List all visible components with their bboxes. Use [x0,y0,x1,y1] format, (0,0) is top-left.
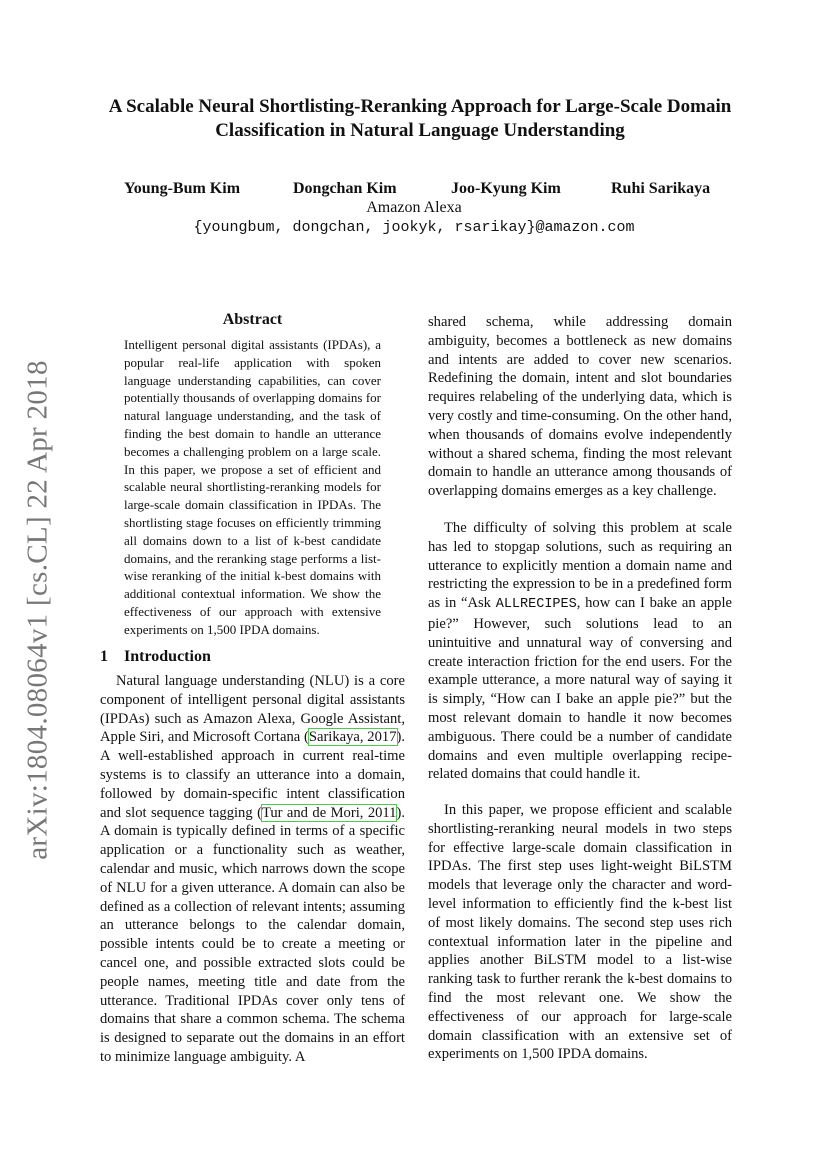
citation-link[interactable]: Sarikaya, 2017 [308,729,397,746]
section-heading-introduction [100,648,211,666]
paragraph-text: ). A well-established approach in current real-time systems is to classify an utterance into a domain, followed by domain-specific intent classification and slot sequence tagging ( [100,729,406,821]
abstract-heading: Abstract [222,311,283,328]
intro-paragraph-1 [100,672,405,1067]
author-name: Young-Bum Kim [124,180,241,197]
arxiv-identifier-text: arXiv:1804.08064v1 [cs.CL] 22 Apr 2018 [21,360,54,860]
intro-paragraph-2 [428,519,732,784]
author-name: Ruhi Sarikaya [611,180,711,197]
section-title: Introduction [124,648,211,665]
intro-paragraph-3: In this paper, we propose efficient and scalable shortlisting-reranking neural models in two steps for effective large-scale domain classification in IPDAs. The first step uses light-weight BiLSTM models that leverage only the character and word-level information to efficiently find the k-best list of most likely domains. The second step uses rich contextual information later in the pipeline and applies another BiLSTM model to a list-wise ranking task to further rerank the k-best domains to find the most relevant one. We show the effectiveness of our approach for large-scale domain classification with an extensive set of experiments on 1,500 IPDA domains. [428,802,732,1063]
author-emails: {youngbum, dongchan, jookyk, rsarikay}@amazon.com [193,219,635,236]
author-name: Dongchan Kim [293,180,397,197]
author-name: Joo-Kyung Kim [451,180,561,197]
paper-title: A Scalable Neural Shortlisting-Reranking Approach for Large-Scale Domain Classification in Natural Language Understanding [108,96,732,141]
abstract-body: Intelligent personal digital assistants (IPDAs), a popular real-life application with spoken language understanding capabilities, can cover potentially thousands of overlapping domains for natural language understanding, and the task of finding the best domain to handle an utterance becomes a challenging problem on a large scale. In this paper, we propose a set of efficient and scalable neural shortlisting-reranking models for large-scale domain classification in IPDAs. The shortlisting stage focuses on efficiently trimming all domains down to a list of k-best candidate domains, and the reranking stage performs a list-wise reranking of the initial k-best domains with additional contextual information. We show the effectiveness of our approach with extensive experiments on 1,500 IPDA domains. [124,337,381,637]
paragraph-text: The difficulty of solving this problem at scale has led to stopgap solutions, such as requiring an utterance to explicitly mention a domain name and restricting the expression to be in a predefined form as in “Ask [428,520,732,612]
domain-name-code: ALLRECIPES [495,597,577,613]
arxiv-identifier [20,350,56,870]
section-number: 1 [100,648,108,665]
citation-link[interactable]: Tur and de Mori, 2011 [261,804,397,821]
paragraph-text: Natural language understanding (NLU) is a core component of intelligent personal digital assistants (IPDAs) such as Amazon Alexa, Google Assistant, Apple Siri, and Microsoft Cortana ( [100,673,405,746]
paragraph-text: ). A domain is typically defined in terms of a specific application or a functionality such as weather, calendar and music, which narrows down the scope of NLU for a given utterance. A domain can also be defined as a collection of relevant intents; assuming an utterance belongs to the calendar domain, possible intents could be to create a meeting or cancel one, and possible extracted slots could be people names, meeting title and date from the utterance. Traditional IPDAs cover only tens of domains that share a common schema. The schema is designed to separate out the domains in an effort to minimize language ambiguity. A [100,804,405,1065]
affiliation: Amazon Alexa [366,199,462,216]
author-list [0,180,828,200]
paragraph-text: , how can I bake an apple pie?” However, such solutions lead to an unintuitive and unnatural way of conversing and create interaction friction for the end users. For the example utterance, a more natural way of saying it is simply, “How can I bake an apple pie?” but the most relevant domain to handle it now becomes ambiguous. There could be a number of candidate domains and even multiple overlapping recipe-related domains that could handle it. [428,595,732,783]
intro-paragraph-continued: shared schema, while addressing domain ambiguity, becomes a bottleneck as new domains and intents are added to cover new scenarios. Redefining the domain, intent and slot boundaries requires relabeling of the underlying data, which is very costly and time-consuming. On the other hand, when thousands of domains evolve independently without a shared schema, finding the most relevant domain to handle an utterance among thousands of overlapping domains emerges as a key challenge. [428,314,732,500]
